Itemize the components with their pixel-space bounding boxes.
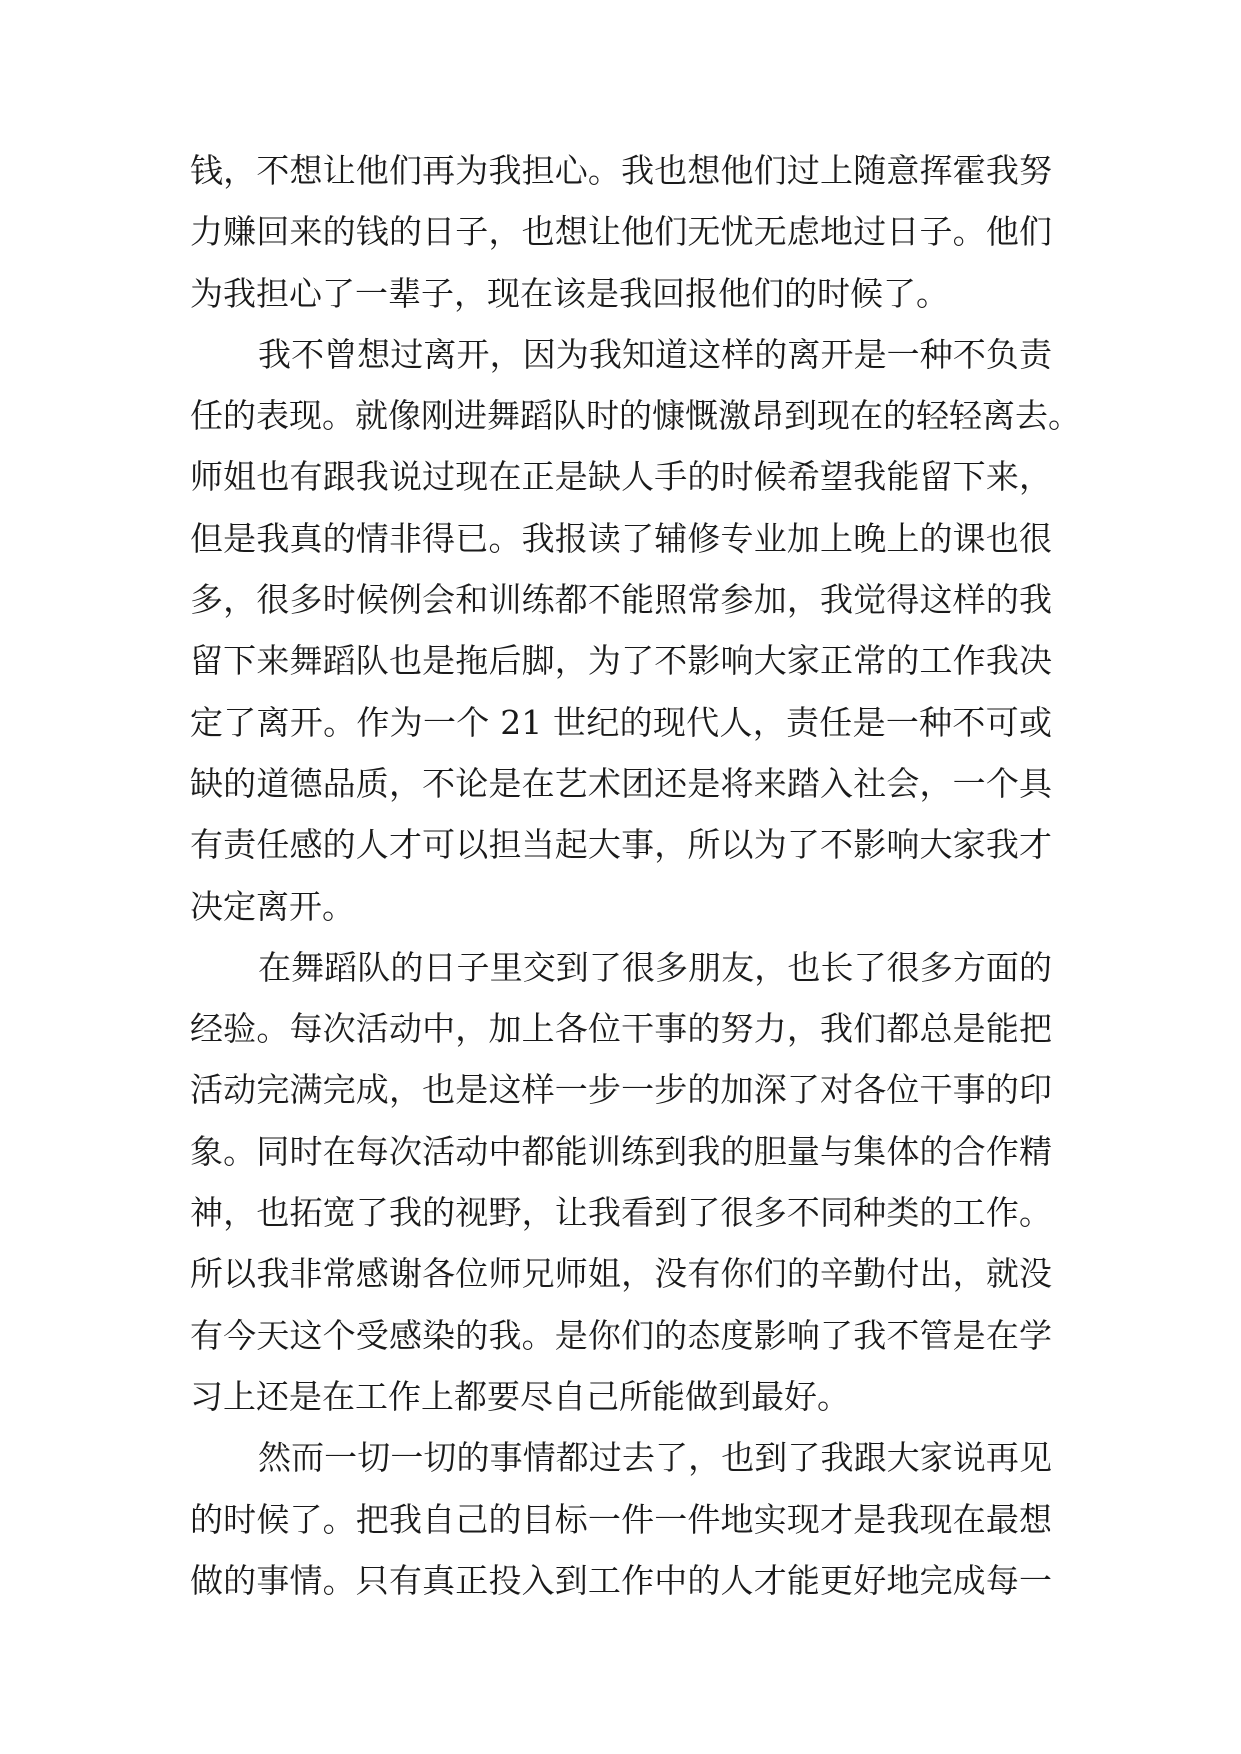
text-line: 经验。每次活动中，加上各位干事的努力，我们都总是能把 [190, 1009, 1052, 1049]
document-page [190, 140, 1081, 1611]
text-line: 所以我非常感谢各位师兄师姐，没有你们的辛勤付出，就没 [190, 1254, 1052, 1294]
text-line: 习上还是在工作上都要尽自己所能做到最好。 [190, 1376, 850, 1416]
paragraph [190, 140, 1052, 324]
text-line: 钱，不想让他们再为我担心。我也想他们过上随意挥霍我努 [190, 151, 1052, 190]
text-line: 师姐也有跟我说过现在正是缺人手的时候希望我能留下来， [190, 457, 1052, 497]
text-line: 为我担心了一辈子，现在该是我回报他们的时候了。 [190, 273, 949, 313]
text-line: 在舞蹈队的日子里交到了很多朋友，也长了很多方面的 [258, 947, 1052, 987]
text-line: 活动完满完成，也是这样一步一步的加深了对各位干事的印 [190, 1070, 1052, 1110]
text-line: 多，很多时候例会和训练都不能照常参加，我觉得这样的我 [190, 580, 1052, 620]
text-line: 然而一切一切的事情都过去了，也到了我跟大家说再见 [258, 1438, 1052, 1478]
text-line: 有今天这个受感染的我。是你们的态度影响了我不管是在学 [190, 1315, 1052, 1355]
text-line: 象。同时在每次活动中都能训练到我的胆量与集体的合作精 [190, 1131, 1052, 1171]
text-line: 神，也拓宽了我的视野，让我看到了很多不同种类的工作。 [190, 1193, 1052, 1233]
paragraph [190, 1427, 1052, 1611]
text-line: 但是我真的情非得已。我报读了辅修专业加上晚上的课也很 [190, 518, 1052, 558]
text-line: 决定离开。 [190, 886, 355, 926]
paragraph [190, 324, 1081, 937]
text-line: 留下来舞蹈队也是拖后脚，为了不影响大家正常的工作我决 [190, 641, 1052, 681]
text-line: 力赚回来的钱的日子，也想让他们无忧无虑地过日子。他们 [190, 212, 1052, 252]
text-line: 做的事情。只有真正投入到工作中的人才能更好地完成每一 [190, 1560, 1052, 1600]
paragraph [190, 937, 1052, 1427]
text-line: 定了离开。作为一个 21 世纪的现代人，责任是一种不可或 [190, 702, 1052, 742]
text-line: 任的表现。就像刚进舞蹈队时的慷慨激昂到现在的轻轻离去。 [190, 396, 1081, 436]
text-line: 的时候了。把我自己的目标一件一件地实现才是我现在最想 [190, 1499, 1052, 1539]
text-line: 有责任感的人才可以担当起大事，所以为了不影响大家我才 [190, 825, 1052, 865]
text-line: 我不曾想过离开，因为我知道这样的离开是一种不负责 [258, 334, 1052, 374]
text-line: 缺的道德品质，不论是在艺术团还是将来踏入社会，一个具 [190, 763, 1052, 803]
